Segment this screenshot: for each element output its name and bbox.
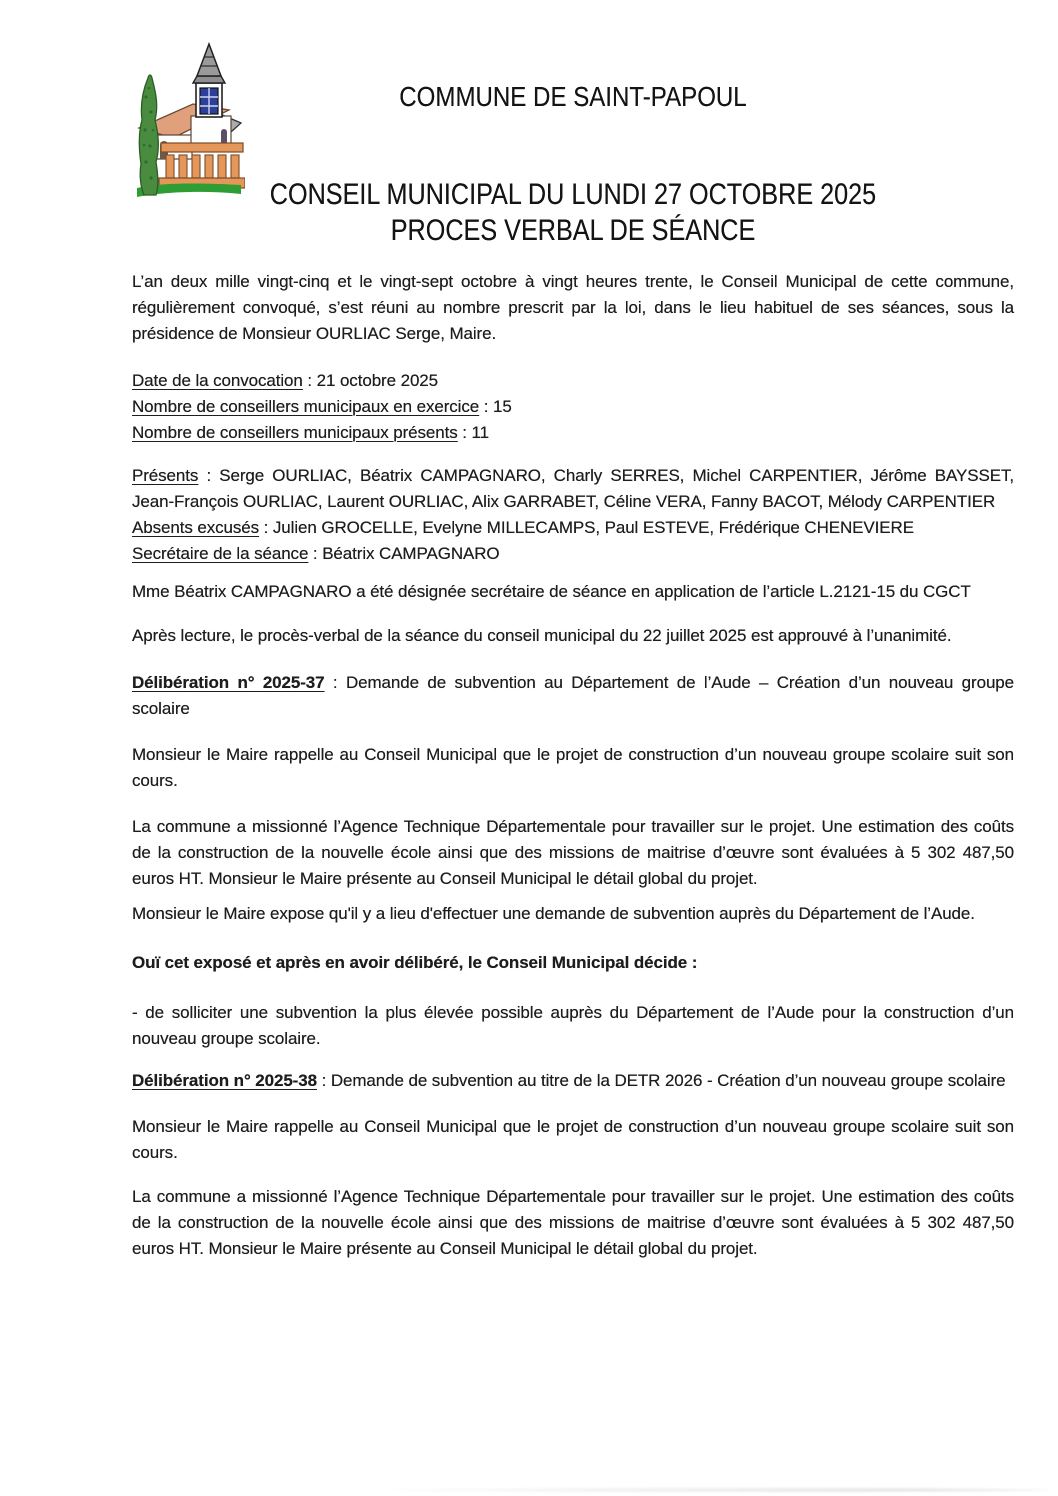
convocation-line [132,368,1014,394]
presents-names: Serge OURLIAC, Béatrix CAMPAGNARO, Charly SERRES, Michel CARPENTIER, Jérôme BAYSSET, Jean-François OURLIAC, Laurent OURLIAC, Alix GARRABET, Céline VERA, Fanny BACOT, Mélody CARPENTIER [132,466,1014,511]
scan-edge-artifact [388,1488,1050,1492]
councillors-in-office-line [132,394,1014,420]
deliberation-37-label: Délibération n° 2025-37 [132,673,325,692]
councillors-present-label: Nombre de conseillers municipaux présents [132,423,458,442]
councillors-present-value: 11 [471,423,489,442]
document-header [132,0,1014,249]
secretary-note-paragraph: Mme Béatrix CAMPAGNARO a été désignée secrétaire de séance en application de l’article L.2121-15 du CGCT [132,582,971,601]
separator: : [479,397,493,416]
deliberation-38-title: Demande de subvention au titre de la DETR 2026 - Création d’un nouveau groupe scolaire [330,1071,1006,1090]
secretary-label: Secrétaire de la séance [132,544,309,563]
deliberation-37-decision-item: - de solliciter une subvention la plus élevée possible auprès du Département de l’Aude pour la construction d’un nouveau groupe scolaire. [132,1003,1014,1048]
presents-label: Présents [132,466,199,485]
separator: : [259,518,273,537]
meeting-subtitle: PROCES VERBAL DE SÉANCE [390,214,756,247]
attendance-block [132,463,1014,567]
logo-terrace-rail [161,143,243,152]
approval-paragraph: Après lecture, le procès-verbal de la séance du conseil municipal du 22 juillet 2025 est approuvé à l’unanimité. [132,626,952,645]
councillors-in-office-label: Nombre de conseillers municipaux en exercice [132,397,480,416]
absents-names: Julien GROCELLE, Evelyne MILLECAMPS, Paul ESTEVE, Frédérique CHENEVIERE [272,518,914,537]
separator: : [198,466,220,485]
convocation-label: Date de la convocation [132,371,303,390]
separator: : [302,371,317,390]
deliberation-38-label: Délibération n° 2025-38 [132,1071,317,1090]
intro-paragraph: L’an deux mille vingt-cinq et le vingt-sept octobre à vingt heures trente, le Conseil Municipal de cette commune, régulièrement convoqué, s’est réuni au nombre prescrit par la loi, dans le lieu habituel de ses séances, sous la présidence de Monsieur OURLIAC Serge, Maire. [132,272,1014,343]
deliberation-38-estimate-paragraph: La commune a missionné l’Agence Technique Départementale pour travailler sur le projet. Une estimation des coûts de la construction de la nouvelle école ainsi que des missions de maitrise d’œuvre sont évaluées à 5 302 487,50 euros HT. Monsieur le Maire présente au Conseil Municipal le détail global du projet. [132,1187,1014,1258]
document-body [132,269,1014,1262]
deliberation-37-title: Demande de subvention au Département de l’Aude – Création d’un nouveau groupe scolaire [132,673,1015,718]
convocation-value: 21 octobre 2025 [316,371,439,390]
logo-window-right [221,129,227,143]
deliberation-37-recall-paragraph: Monsieur le Maire rappelle au Conseil Municipal que le projet de construction d’un nouveau groupe scolaire suit son cours. [132,745,1014,790]
separator: : [308,544,323,563]
separator: : [316,1071,331,1090]
deliberation-37-expose-paragraph: Monsieur le Maire expose qu'il y a lieu d'effectuer une demande de subvention auprès du Département de l’Aude. [132,904,975,923]
deliberation-38-title-line [132,1068,1014,1094]
separator: : [324,673,346,692]
deliberation-37-estimate-paragraph: La commune a missionné l’Agence Technique Départementale pour travailler sur le projet. Une estimation des coûts de la construction de la nouvelle école ainsi que des missions de maitrise d’œuvre sont évaluées à 5 302 487,50 euros HT. Monsieur le Maire présente au Conseil Municipal le détail global du projet. [132,817,1014,888]
logo-cypress-tree [139,75,158,195]
deliberation-37-title-line [132,670,1014,722]
absents-label: Absents excusés [132,518,260,537]
deliberation-37-decision-heading: Ouï cet exposé et après en avoir délibéré, le Conseil Municipal décide : [132,953,698,972]
meeting-title: CONSEIL MUNICIPAL DU LUNDI 27 OCTOBRE 2025 [269,178,877,211]
councillors-in-office-value: 15 [492,397,512,416]
separator: : [457,423,472,442]
deliberation-38-recall-paragraph: Monsieur le Maire rappelle au Conseil Municipal que le projet de construction d’un nouveau groupe scolaire suit son cours. [132,1117,1014,1162]
commune-title: COMMUNE DE SAINT-PAPOUL [399,81,747,112]
councillors-present-line [132,420,1014,446]
secretary-name: Béatrix CAMPAGNARO [322,544,500,563]
